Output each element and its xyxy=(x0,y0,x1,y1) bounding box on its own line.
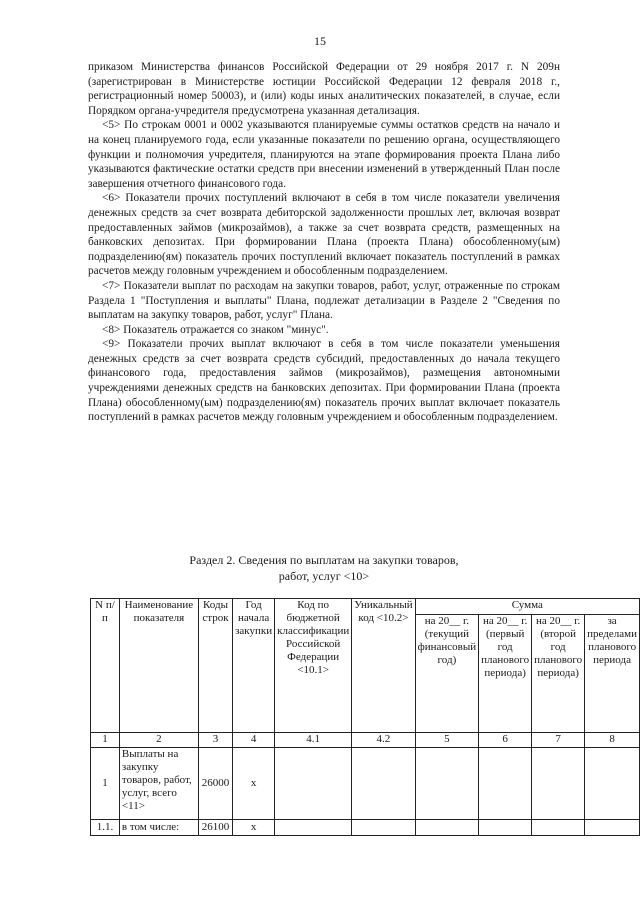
header-codes: Коды строк xyxy=(198,599,232,733)
row-code: 26000 xyxy=(198,748,232,820)
column-numbers-row xyxy=(91,733,640,748)
table-row xyxy=(91,820,640,836)
section-title-line1: Раздел 2. Сведения по выплатам на закупки товаров, xyxy=(189,553,459,567)
header-sum-current-year: на 20__ г. (текущий финансовый год) xyxy=(415,615,479,733)
footnote-5: <5> По строкам 0001 и 0002 указываются планируемые суммы остатков средств на начало и на конец планируемого года, если указанные показатели по решению органа, осуществляющего функции и полномочия учредителя, планируются на этапе формирования проекта Плана либо указываются фактические остатки средств при внесении изменений в утвержденный План после завершения отчетного финансового года. xyxy=(88,119,560,190)
header-sum-second-year: на 20__ г. (второй год планового периода) xyxy=(532,615,585,733)
empty-cell xyxy=(585,820,640,836)
column-number: 4.1 xyxy=(275,733,352,748)
column-number: 4 xyxy=(233,733,275,748)
empty-cell xyxy=(479,820,532,836)
page-number: 15 xyxy=(314,34,326,48)
row-code: 26100 xyxy=(198,820,232,836)
footnote-7: <7> Показатели выплат по расходам на закупки товаров, работ, услуг, отраженные по строкам Раздела 1 "Поступления и выплаты" Плана, подлежат детализации в Разделе 2 "Сведения по выплатам на закупку товаров, работ, услуг" Плана. xyxy=(88,279,560,322)
empty-cell xyxy=(415,748,479,820)
row-name: в том числе: xyxy=(119,820,198,836)
column-number: 1 xyxy=(91,733,120,748)
column-number: 3 xyxy=(198,733,232,748)
footnote-8: <8> Показатель отражается со знаком "минус". xyxy=(102,323,329,336)
row-num: 1 xyxy=(91,748,120,820)
header-unique-code: Уникальный код <10.2> xyxy=(352,599,415,733)
empty-cell xyxy=(532,748,585,820)
header-num: N п/п xyxy=(91,599,120,733)
empty-cell xyxy=(352,820,415,836)
row-year: x xyxy=(233,748,275,820)
empty-cell xyxy=(532,820,585,836)
row-name: Выплаты на закупку товаров, работ, услуг, всего <11> xyxy=(119,748,198,820)
column-number: 7 xyxy=(532,733,585,748)
empty-cell xyxy=(275,820,352,836)
section-title-line2: работ, услуг <10> xyxy=(278,569,370,583)
column-number: 6 xyxy=(479,733,532,748)
paragraph: приказом Министерства финансов Российской Федерации от 29 ноября 2017 г. N 209н (зарегистрирован в Министерстве юстиции Российской Федерации 12 февраля 2018 г., регистрационный номер 50003), и (или) коды иных аналитических показателей, в случае, если Порядком органа-учредителя предусмотрена указанная детализация. xyxy=(88,61,560,117)
purchases-table xyxy=(90,598,640,836)
empty-cell xyxy=(415,820,479,836)
column-number: 8 xyxy=(585,733,640,748)
header-year-start: Год начала закупки xyxy=(233,599,275,733)
empty-cell xyxy=(275,748,352,820)
body-text xyxy=(88,60,560,425)
column-number: 2 xyxy=(119,733,198,748)
header-budget-code: Код по бюджетной классификации Российской Федерации <10.1> xyxy=(275,599,352,733)
row-num: 1.1. xyxy=(91,820,120,836)
column-number: 4.2 xyxy=(352,733,415,748)
footnote-9: <9> Показатели прочих выплат включают в себя в том числе показатели уменьшения денежных средств за счет возврата средств субсидий, предоставленных до начала текущего финансового года, предоставления займов (микрозаймов), размещения автономными учреждениями денежных средств на банковских депозитах. При формировании Плана (проекта Плана) обособленному(ым) подразделению(ям) показатель прочих выплат включает показатель поступлений в рамках расчетов между головным учреждением и обособленным подразделением. xyxy=(88,338,560,424)
header-sum-beyond: за пределами планового периода xyxy=(585,615,640,733)
empty-cell xyxy=(479,748,532,820)
section-title xyxy=(88,552,560,584)
row-year: x xyxy=(233,820,275,836)
table-row xyxy=(91,748,640,820)
header-sum-first-year: на 20__ г. (первый год планового периода) xyxy=(479,615,532,733)
column-number: 5 xyxy=(415,733,479,748)
header-sum: Сумма xyxy=(415,599,639,615)
footnote-6: <6> Показатели прочих поступлений включают в себя в том числе показатели увеличения денежных средств за счет возврата дебиторской задолженности прошлых лет, включая возврат предоставленных займов (микрозаймов), а также за счет возврата средств, размещенных на банковских депозитах. При формировании Плана (проекта Плана) обособленному(ым) подразделению(ям) показатель прочих поступлений включает показатель поступлений в рамках расчетов между головным учреждением и обособленным подразделением. xyxy=(88,192,560,278)
empty-cell xyxy=(585,748,640,820)
empty-cell xyxy=(352,748,415,820)
header-name: Наименование показателя xyxy=(119,599,198,733)
